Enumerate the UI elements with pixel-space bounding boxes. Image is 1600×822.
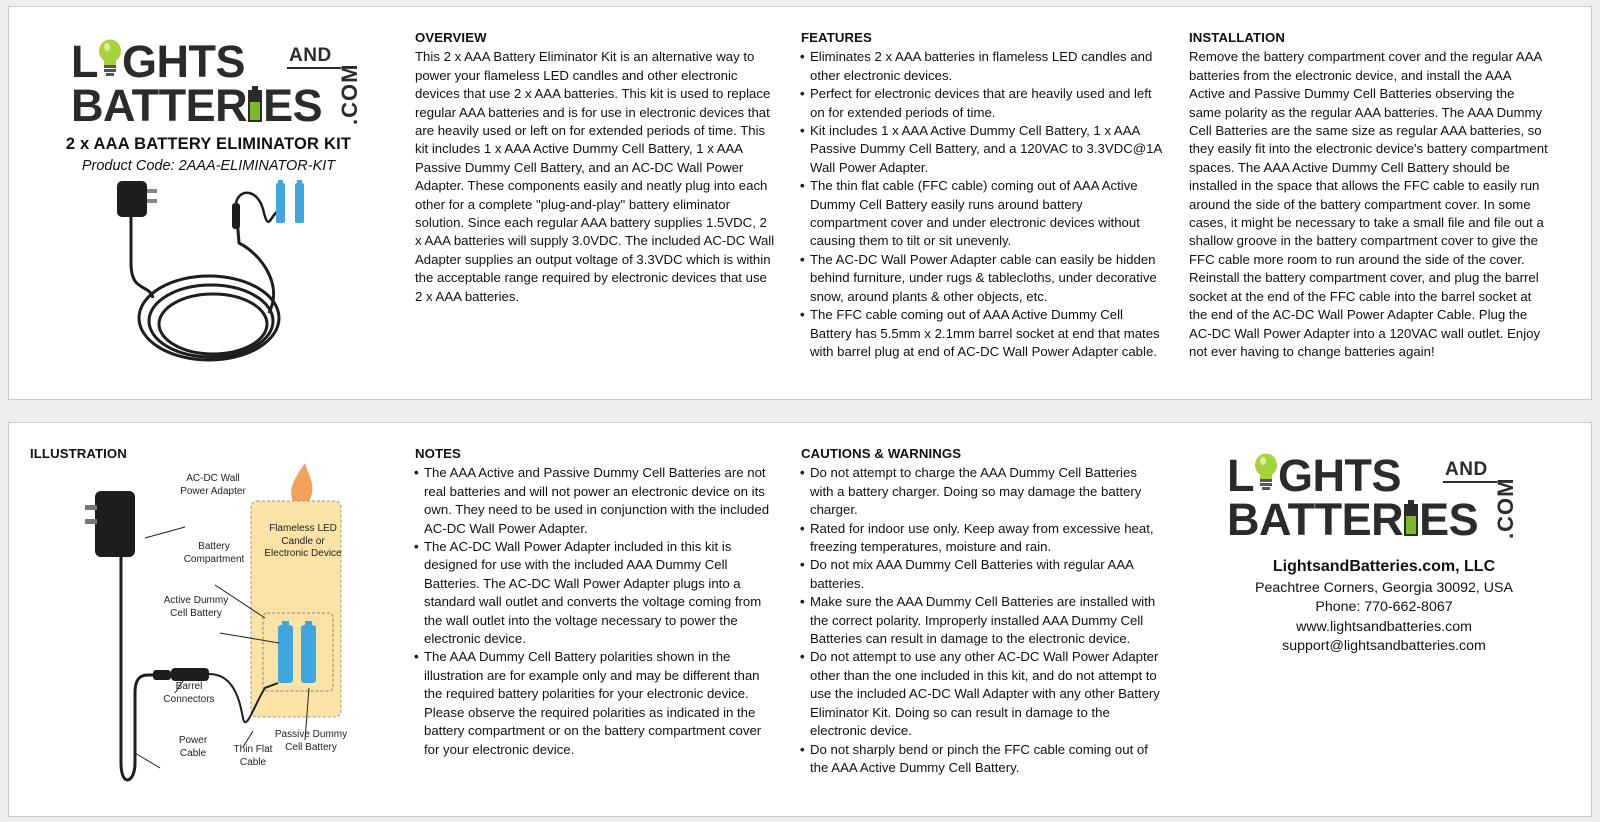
- notes-section: [415, 445, 777, 759]
- caution-item: • Make sure the AAA Dummy Cell Batteries are installed with the correct polarity. Improperly installed AAA Dummy Cell Batteries can result in damage to the electronic device.: [801, 593, 1163, 648]
- company-address: Peachtree Corners, Georgia 30092, USA: [1255, 579, 1513, 596]
- feature-item: • Eliminates 2 x AAA batteries in flameless LED candles and other electronic devices.: [801, 48, 1163, 85]
- feature-item: • Kit includes 1 x AAA Active Dummy Cell Battery, 1 x AAA Passive Dummy Cell Battery, and a 120VAC to 3.3VDC@1A Wall Power Adapter.: [801, 122, 1163, 177]
- logo-letters-batter: BATTER: [1227, 494, 1404, 545]
- bulb-icon: [98, 39, 122, 77]
- logo-com: .COM: [337, 63, 362, 125]
- overview-text: This 2 x AAA Battery Eliminator Kit is an alternative way to power your flameless LED candles and other electronic devices that use 2 x AAA batteries. This kit is used to replace regular AAA batteries and is for use in electronic devices that are heavily used or left on for extended periods of time. This kit includes 1 x AAA Active Dummy Cell Battery, 1 x AAA Passive Dummy Cell Battery, and an AC-DC Wall Power Adapter. These components easily and neatly plug into each other for a complete "plug-and-play" battery eliminator solution. Since each regular AAA battery supplies 1.5VDC, 2 x AAA batteries will supply 3.0VDC. The included AC-DC Wall Adapter supplies an output voltage of 3.3VDC which is within the acceptable range required by electronic devices that use 2 x AAA batteries.: [415, 49, 775, 304]
- features-section: [801, 29, 1163, 361]
- overview-heading: OVERVIEW: [415, 30, 487, 45]
- caution-item: • Do not mix AAA Dummy Cell Batteries with regular AAA batteries.: [801, 556, 1163, 593]
- installation-section: [1189, 29, 1549, 361]
- label-flat-cable: Thin Flat Cable: [233, 744, 273, 768]
- label-passive: Passive Dummy Cell Battery: [274, 729, 348, 753]
- bulb-icon: [1254, 453, 1278, 491]
- company-website[interactable]: www.lightsandbatteries.com: [1296, 618, 1472, 635]
- company-name: LightsandBatteries.com, LLC: [1272, 558, 1496, 575]
- logo-and: AND: [289, 45, 332, 66]
- feature-item: • The FFC cable coming out of AAA Active Dummy Cell Battery has 5.5mm x 2.1mm barrel socket at end that mates with barrel plug at end of AC-DC Wall Power Adapter cable.: [801, 306, 1163, 361]
- logo-letters-ghts: GHTS: [1278, 450, 1402, 501]
- battery-icon: [1403, 500, 1419, 536]
- notes-heading: NOTES: [415, 446, 461, 461]
- logo-letters-batter: BATTER: [71, 80, 248, 131]
- caution-item: • Do not sharply bend or pinch the FFC cable coming out of the AAA Active Dummy Cell Battery.: [801, 741, 1163, 778]
- illustration-section: [30, 445, 370, 464]
- note-item: • The AAA Dummy Cell Battery polarities shown in the illustration are for example only and may be different than the required battery polarities for your electronic device. Please observe the required polarities as indicated in the battery compartment or on the battery compartment cover for your electronic device.: [415, 648, 777, 758]
- overview-section: [415, 29, 775, 306]
- logo-letters-es: ES: [263, 80, 323, 131]
- brand-logo-bottom: [1227, 450, 1527, 545]
- feature-item: • The thin flat cable (FFC cable) coming out of AAA Active Dummy Cell Battery easily runs around battery compartment cover and under electronic devices without causing them to tilt or sit unevenly.: [801, 177, 1163, 251]
- bottom-panel: [8, 422, 1592, 817]
- logo-and-underline: [287, 67, 341, 69]
- feature-item: • The AC-DC Wall Power Adapter cable can easily be hidden behind furniture, under rugs & tablecloths, under decorative snow, around plants & other objects, etc.: [801, 251, 1163, 306]
- label-device: Flameless LED Candle or Electronic Device: [264, 523, 342, 559]
- installation-heading: INSTALLATION: [1189, 30, 1285, 45]
- label-power-cable: Power Cable: [178, 735, 208, 759]
- feature-item: • Perfect for electronic devices that are heavily used and left on for extended periods of time.: [801, 85, 1163, 122]
- logo-and-underline: [1443, 481, 1497, 483]
- battery-icon: [247, 86, 263, 122]
- product-title: 2 x AAA BATTERY ELIMINATOR KIT: [65, 135, 352, 153]
- logo-letter-l: L: [71, 36, 98, 87]
- cautions-section: [801, 445, 1163, 777]
- logo-com: .COM: [1493, 477, 1518, 539]
- logo-letter-l: L: [1227, 450, 1254, 501]
- caution-item: • Do not attempt to charge the AAA Dummy Cell Batteries with a battery charger. Doing so may damage the battery charger.: [801, 464, 1163, 519]
- label-adapter: AC-DC Wall Power Adapter: [180, 473, 246, 497]
- label-compartment: Battery Compartment: [183, 541, 245, 565]
- illustration-heading: ILLUSTRATION: [30, 446, 127, 461]
- installation-text: Remove the battery compartment cover and the regular AAA batteries from the electronic device, and install the AAA Active and Passive Dummy Cell Batteries observing the same polarity as the regular AAA batteries. The AAA Dummy Cell Batteries are the same size as regular AAA batteries, so they easily fit into the electronic device's battery compartment spaces. The AAA Active Dummy Cell Battery should be installed in the space that allows the FFC cable to easily run around the side of the battery compartment cover. In some cases, it might be necessary to take a small file and file out a shallow groove in the battery compartment cover to give the FFC cable more room to run around the side of the cover. Reinstall the battery compartment cover, and plug the barrel socket at the end of the FFC cable into the barrel socket at the end of the AC-DC Wall Power Adapter Cable. Plug the AC-DC Wall Power Adapter into a 120VAC wall outlet. Enjoy not ever having to change batteries again!: [1189, 49, 1548, 359]
- top-panel: [8, 6, 1592, 400]
- brand-logo: [71, 36, 371, 131]
- label-barrel: Barrel Connectors: [163, 681, 215, 705]
- note-item: • The AAA Active and Passive Dummy Cell Batteries are not real batteries and will not power an electronic device on its own. They need to be used in conjunction with the included AC-DC Wall Power Adapter.: [415, 464, 777, 538]
- features-heading: FEATURES: [801, 30, 872, 45]
- caution-item: • Rated for indoor use only. Keep away from excessive heat, freezing temperatures, moisture and rain.: [801, 520, 1163, 557]
- product-image: [109, 173, 329, 383]
- company-email[interactable]: support@lightsandbatteries.com: [1282, 638, 1486, 655]
- caution-item: • Do not attempt to use any other AC-DC Wall Power Adapter other than the one included in this kit, and do not attempt to use the included AC-DC Wall Adapter with any other Battery Eliminator Kit. Doing so can result in damage to the electronic device.: [801, 648, 1163, 740]
- logo-letters-ghts: GHTS: [122, 36, 246, 87]
- logo-and: AND: [1445, 459, 1488, 480]
- logo-letters-es: ES: [1419, 494, 1479, 545]
- company-phone: Phone: 770-662-8067: [1315, 599, 1453, 616]
- label-active: Active Dummy Cell Battery: [163, 595, 229, 619]
- note-item: • The AC-DC Wall Power Adapter included in this kit is designed for use with the included AAA Dummy Cell Batteries. The AC-DC Wall Power Adapter plugs into a standard wall outlet and converts the voltage coming from the wall outlet into the voltage necessary to power the electronic device.: [415, 538, 777, 648]
- cautions-heading: CAUTIONS & WARNINGS: [801, 446, 962, 461]
- company-info: [1229, 557, 1539, 657]
- product-code: Product Code: 2AAA-ELIMINATOR-KIT: [81, 158, 336, 174]
